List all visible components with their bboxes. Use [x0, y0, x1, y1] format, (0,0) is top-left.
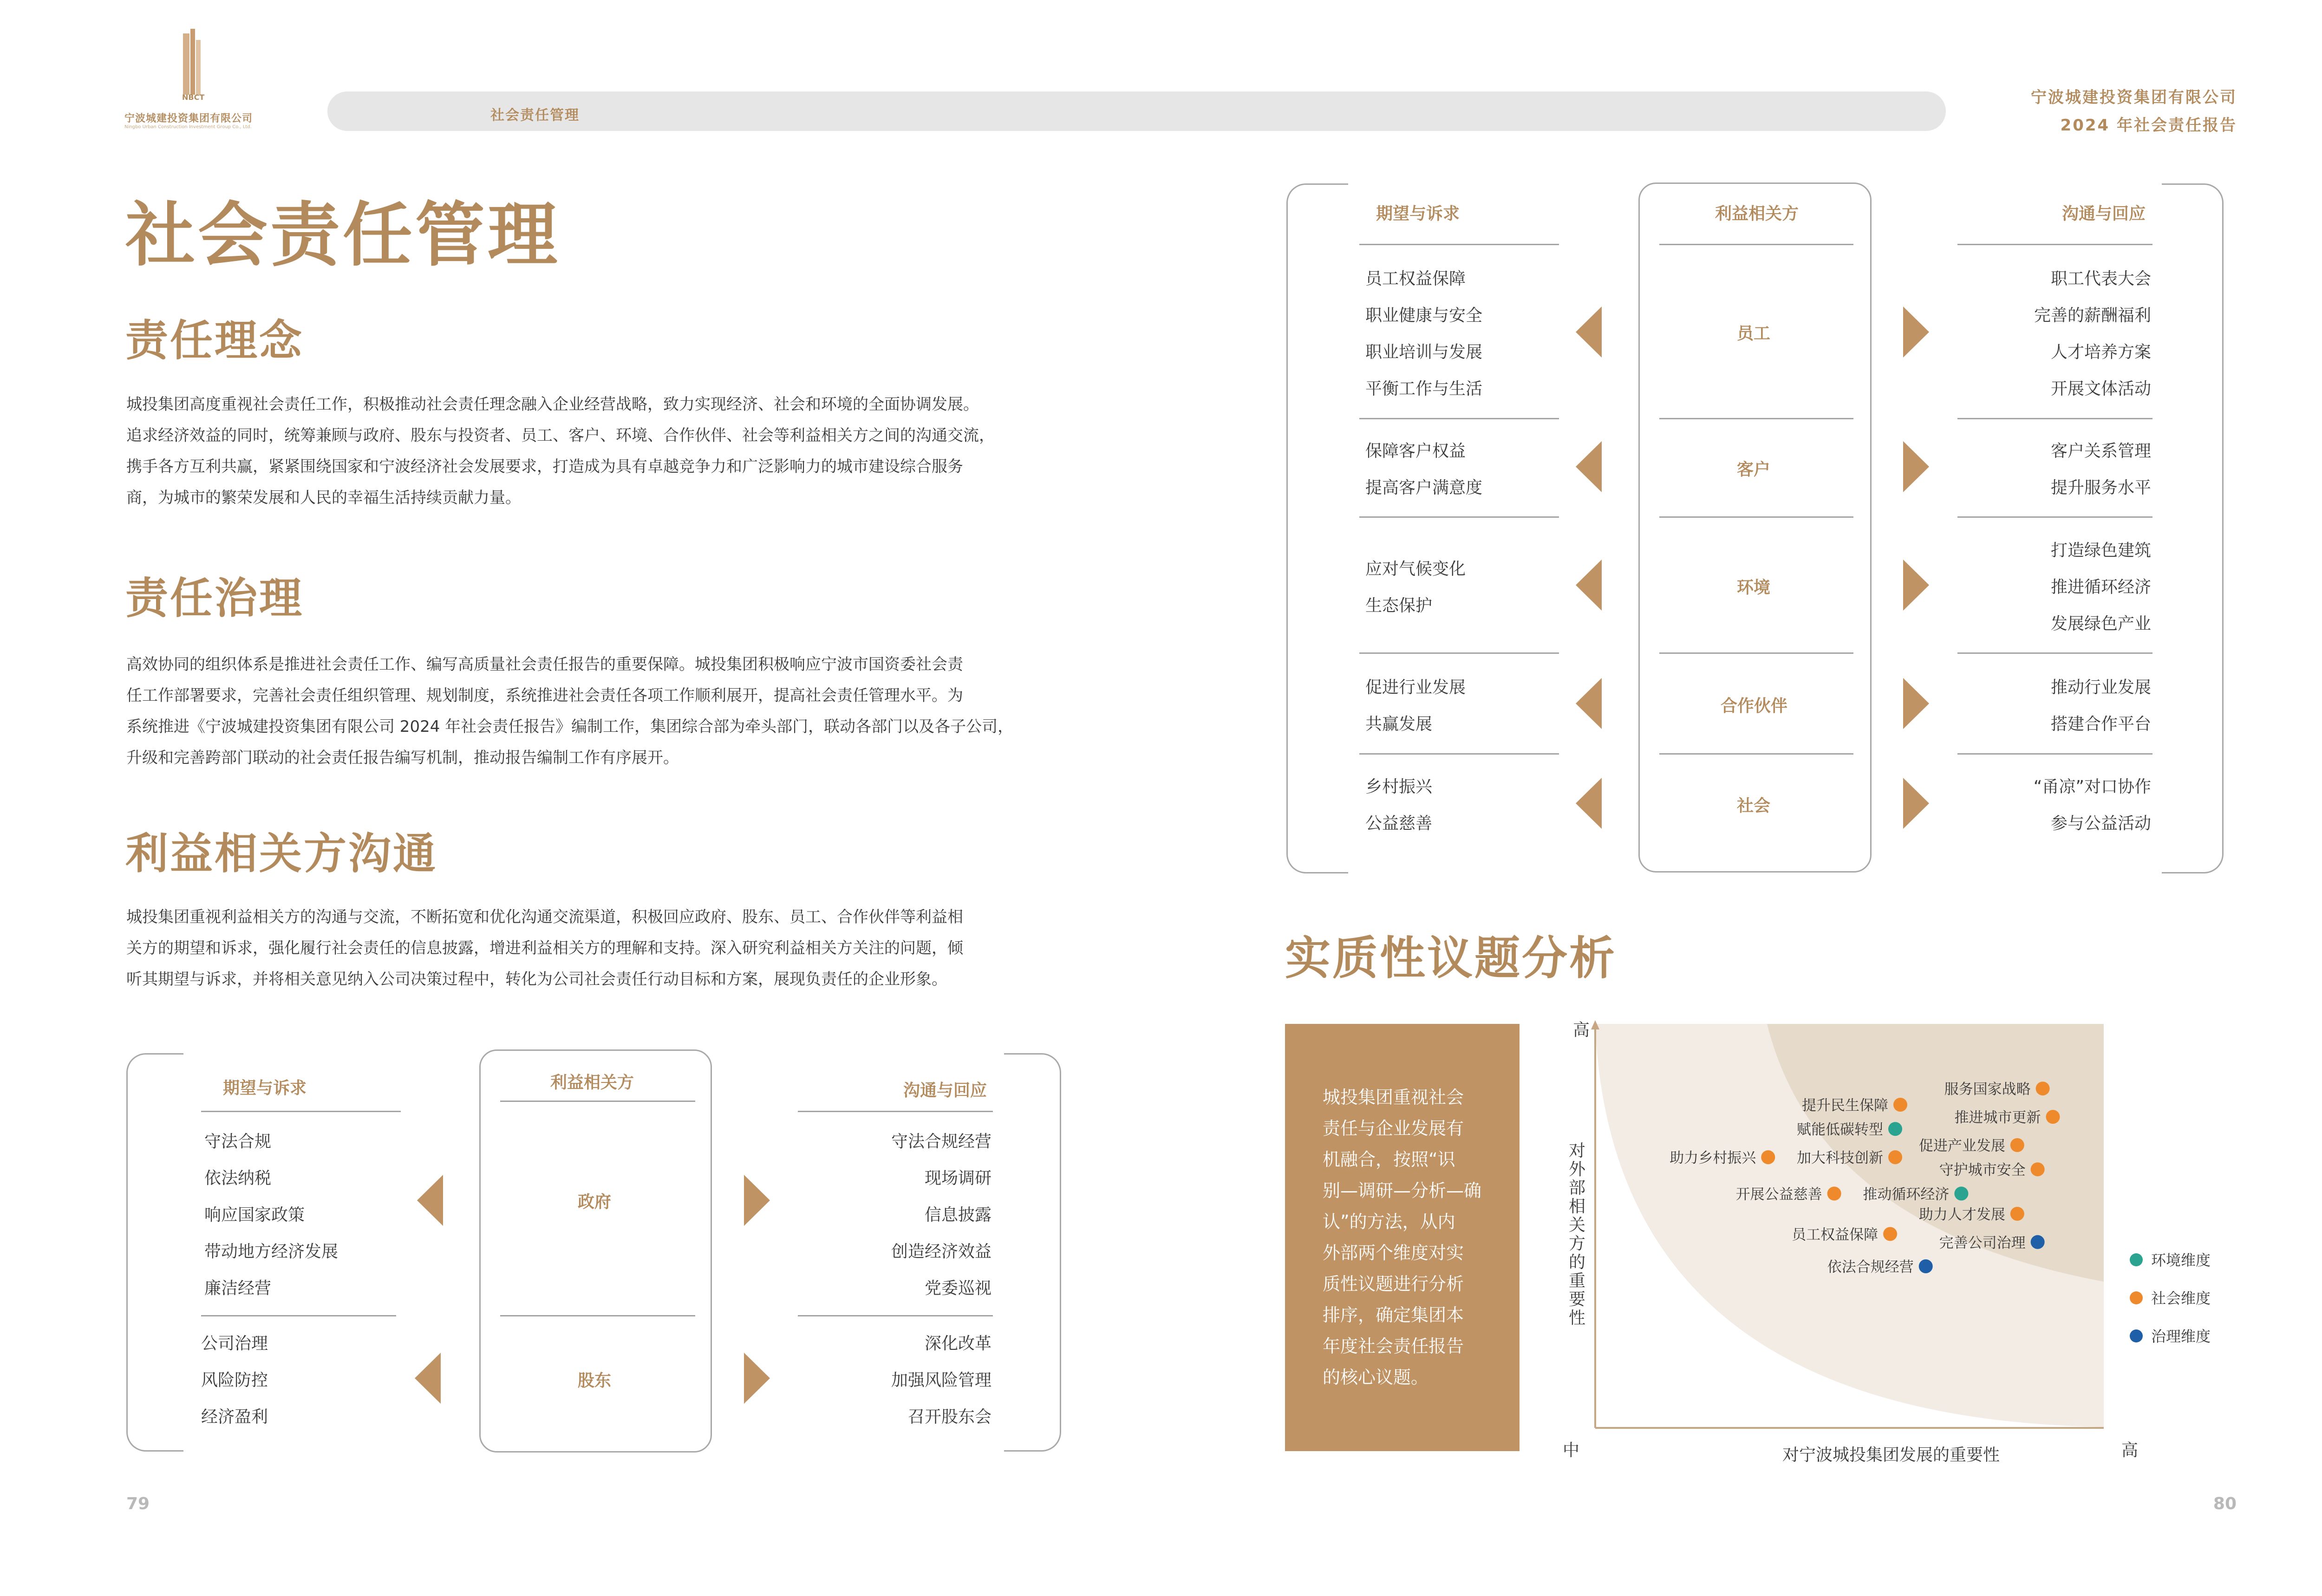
divider	[1659, 753, 1853, 755]
column-header-expect: 期望与诉求	[223, 1079, 307, 1098]
heading-concept: 责任理念	[125, 316, 304, 365]
logo-tower-icon	[180, 29, 202, 95]
matrix-point-label: 促进产业发展	[1918, 1138, 2005, 1154]
stakeholder-column-box	[479, 1049, 712, 1453]
response-item: 发展绿色产业	[2050, 614, 2151, 633]
expect-item: 促进行业发展	[1365, 678, 1466, 697]
paragraph-line: 城投集团高度重视社会责任工作，积极推动社会责任理念融入企业经营战略，致力实现经济、社会和环境的全面协调发展。	[126, 395, 979, 414]
response-item: 现场调研	[924, 1169, 991, 1188]
matrix-point	[2046, 1110, 2060, 1124]
arrow-left-icon	[1576, 306, 1602, 358]
column-header-response: 沟通与回应	[903, 1081, 987, 1100]
report-name: 2024 年社会责任报告	[2060, 116, 2237, 135]
intro-line: 别—调研—分析—确	[1323, 1180, 1482, 1201]
arrow-right-icon	[1903, 306, 1929, 358]
expect-item: 守法合规	[204, 1132, 272, 1151]
arrow-left-icon	[1576, 678, 1602, 729]
paragraph-line: 升级和完善跨部门联动的社会责任报告编写机制，推动报告编制工作有序展开。	[126, 749, 679, 767]
matrix-point-label: 开展公益慈善	[1735, 1186, 1822, 1203]
expect-item: 职业健康与安全	[1365, 306, 1483, 325]
arrow-left-icon	[417, 1175, 443, 1226]
response-item: 加强风险管理	[891, 1371, 991, 1390]
materiality-matrix-chart	[1560, 1015, 2238, 1488]
expect-item: 公益慈善	[1365, 814, 1433, 833]
y-axis-label-char: 的	[1569, 1253, 1586, 1272]
y-axis-label-char: 关	[1569, 1216, 1586, 1235]
response-item: 打造绿色建筑	[2050, 541, 2151, 560]
intro-line: 外部两个维度对实	[1323, 1243, 1464, 1263]
stakeholder-name: 客户	[1737, 460, 1771, 479]
divider	[1359, 753, 1559, 755]
heading-communication: 利益相关方沟通	[125, 829, 438, 879]
expect-item: 提高客户满意度	[1365, 478, 1483, 497]
table-bracket-left	[126, 1053, 183, 1452]
y-axis-label-char: 方	[1569, 1234, 1586, 1253]
divider	[1957, 418, 2152, 419]
expect-item: 员工权益保障	[1365, 269, 1466, 288]
response-item: 召开股东会	[907, 1407, 991, 1427]
stakeholder-name: 合作伙伴	[1721, 697, 1788, 716]
y-axis-label-char: 要	[1569, 1290, 1586, 1309]
divider	[798, 1315, 993, 1316]
table-bracket-right	[2162, 183, 2224, 873]
expect-item: 生态保护	[1365, 596, 1433, 615]
expect-item: 带动地方经济发展	[204, 1242, 339, 1261]
matrix-point-label: 推进城市更新	[1954, 1109, 2041, 1127]
divider	[1957, 753, 2152, 755]
intro-line: 排序，确定集团本	[1323, 1305, 1464, 1325]
arrow-left-icon	[1576, 778, 1602, 829]
matrix-point	[1954, 1186, 1968, 1200]
column-header-response: 沟通与回应	[2062, 204, 2146, 223]
y-axis-label-char: 对	[1569, 1141, 1586, 1160]
x-tick-mid: 中	[1563, 1441, 1580, 1460]
response-item: 信息披露	[924, 1205, 991, 1225]
expect-item: 平衡工作与生活	[1365, 379, 1483, 398]
arrow-right-icon	[744, 1353, 770, 1404]
y-axis-label-char: 外	[1569, 1160, 1586, 1179]
response-item: 推进循环经济	[2050, 578, 2151, 597]
legend-swatch	[2130, 1291, 2143, 1304]
governance-paragraph	[126, 649, 1074, 774]
response-item: 创造经济效益	[891, 1242, 991, 1261]
response-item: 党委巡视	[924, 1279, 991, 1298]
materiality-intro-text	[1323, 1082, 1483, 1393]
logo-english-name: Ningbo Urban Construction Investment Group Co., Ltd.	[124, 124, 252, 130]
response-item: 开展文体活动	[2050, 379, 2151, 398]
divider	[201, 1111, 401, 1112]
paragraph-line: 商，为城市的繁荣发展和人民的幸福生活持续贡献力量。	[126, 489, 521, 507]
stakeholder-name: 环境	[1737, 578, 1771, 597]
matrix-point	[2036, 1081, 2050, 1095]
matrix-point	[1761, 1150, 1775, 1164]
expect-item: 经济盈利	[201, 1407, 268, 1427]
matrix-point	[1888, 1150, 1902, 1164]
paragraph-line: 携手各方互利共赢，紧紧围绕国家和宁波经济社会发展要求，打造成为具有卓越竞争力和广泛影响力的城市建设综合服务	[126, 457, 963, 476]
arrow-left-icon	[415, 1353, 441, 1404]
divider	[798, 1111, 993, 1112]
stakeholder-name: 员工	[1737, 324, 1771, 343]
matrix-point-label: 赋能低碳转型	[1797, 1121, 1884, 1139]
y-axis-label	[1569, 1141, 1586, 1328]
paragraph-line: 追求经济效益的同时，统筹兼顾与政府、股东与投资者、员工、客户、环境、合作伙伴、社会等利益相关方之间的沟通交流，	[126, 426, 995, 445]
table-bracket-left	[1286, 183, 1348, 873]
y-axis-label-char: 重	[1569, 1271, 1586, 1290]
matrix-point-label: 员工权益保障	[1792, 1226, 1878, 1244]
arrow-right-icon	[744, 1175, 770, 1226]
intro-line: 质性议题进行分析	[1323, 1274, 1464, 1294]
matrix-point	[1883, 1227, 1897, 1241]
section-title: 社会责任管理	[490, 107, 580, 124]
y-axis-label-char: 相	[1569, 1197, 1586, 1216]
matrix-point	[2010, 1207, 2024, 1221]
divider	[1957, 244, 2152, 245]
arrow-right-icon	[1903, 778, 1929, 829]
response-item: “甬凉”对口协作	[2033, 777, 2151, 796]
x-axis-label: 对宁波城投集团发展的重要性	[1782, 1446, 2000, 1465]
divider	[201, 1315, 396, 1316]
matrix-point	[2031, 1235, 2045, 1249]
column-header-stakeholder: 利益相关方	[1715, 204, 1799, 223]
legend-label: 治理维度	[2151, 1328, 2211, 1345]
paragraph-line: 高效协同的组织体系是推进社会责任工作、编写高质量社会责任报告的重要保障。城投集团积极响应宁波市国资委社会责	[126, 655, 963, 674]
expect-item: 风险防控	[201, 1371, 268, 1390]
materiality-heading: 实质性议题分析	[1285, 932, 1617, 985]
expect-item: 共赢发展	[1365, 715, 1433, 734]
y-axis-label-char: 部	[1569, 1179, 1586, 1198]
divider	[500, 1315, 695, 1316]
matrix-point-label: 提升民生保障	[1802, 1097, 1888, 1114]
matrix-point	[1888, 1122, 1902, 1136]
divider	[1659, 516, 1853, 518]
x-tick-high: 高	[2121, 1441, 2139, 1460]
divider	[1659, 418, 1853, 419]
intro-line: 责任与企业发展有	[1323, 1118, 1464, 1139]
logo-abbreviation: NBCT	[182, 93, 205, 102]
expect-item: 应对气候变化	[1365, 560, 1466, 579]
divider	[1957, 516, 2152, 518]
response-item: 参与公益活动	[2050, 814, 2151, 833]
matrix-point-label: 助力乡村振兴	[1670, 1150, 1756, 1167]
paragraph-line: 关方的期望和诉求，强化履行社会责任的信息披露，增进利益相关方的理解和支持。深入研究利益相关方关注的问题，倾	[126, 939, 963, 958]
divider	[1659, 244, 1853, 245]
response-item: 客户关系管理	[2050, 442, 2151, 461]
expect-item: 保障客户权益	[1365, 442, 1466, 461]
response-item: 人才培养方案	[2050, 343, 2151, 362]
stakeholder-name: 社会	[1737, 796, 1771, 815]
response-item: 推动行业发展	[2050, 678, 2151, 697]
matrix-point	[1893, 1098, 1907, 1112]
legend-label: 社会维度	[2151, 1290, 2211, 1307]
divider	[1359, 418, 1559, 419]
legend-swatch	[2130, 1329, 2143, 1342]
arrow-left-icon	[1576, 441, 1602, 492]
expect-item: 廉洁经营	[204, 1279, 272, 1298]
legend-label: 环境维度	[2151, 1251, 2211, 1269]
divider	[1359, 652, 1559, 654]
divider	[1359, 516, 1559, 518]
stakeholder-name: 政府	[578, 1192, 612, 1212]
expect-item: 职业培训与发展	[1365, 343, 1483, 362]
arrow-right-icon	[1903, 560, 1929, 611]
matrix-point-label: 加大科技创新	[1797, 1150, 1884, 1167]
matrix-point-label: 服务国家战略	[1944, 1081, 2031, 1098]
intro-line: 年度社会责任报告	[1323, 1336, 1464, 1356]
matrix-point-label: 完善公司治理	[1939, 1234, 2026, 1251]
expect-item: 乡村振兴	[1365, 777, 1433, 796]
intro-line: 认”的方法，从内	[1323, 1212, 1455, 1232]
paragraph-line: 城投集团重视利益相关方的沟通与交流，不断拓宽和优化沟通交流渠道，积极回应政府、股东、员工、合作伙伴等利益相	[126, 908, 963, 926]
intro-line: 的核心议题。	[1323, 1367, 1429, 1388]
table-bracket-right	[1004, 1053, 1061, 1452]
page-number-left: 79	[126, 1494, 150, 1513]
matrix-point-label: 依法合规经营	[1827, 1259, 1914, 1276]
concept-paragraph	[126, 389, 1074, 514]
heading-governance: 责任治理	[125, 573, 304, 623]
legend-swatch	[2130, 1253, 2143, 1266]
paragraph-line: 系统推进《宁波城建投资集团有限公司 2024 年社会责任报告》编制工作，集团综合部为牵头部门，联动各部门以及各子公司，	[126, 717, 1014, 736]
response-item: 提升服务水平	[2050, 478, 2151, 497]
matrix-point	[2031, 1162, 2045, 1176]
response-item: 职工代表大会	[2050, 269, 2151, 288]
matrix-point-label: 助力人才发展	[1918, 1206, 2005, 1223]
expect-item: 响应国家政策	[204, 1205, 305, 1225]
divider	[500, 1101, 695, 1102]
arrow-right-icon	[1903, 441, 1929, 492]
column-header-expect: 期望与诉求	[1376, 204, 1460, 223]
matrix-point	[2010, 1138, 2024, 1152]
response-item: 深化改革	[924, 1334, 991, 1353]
expect-item: 公司治理	[201, 1334, 268, 1353]
matrix-point	[1919, 1259, 1933, 1273]
divider	[1359, 244, 1559, 245]
stakeholder-column-box	[1638, 182, 1872, 873]
response-item: 守法合规经营	[891, 1132, 991, 1151]
column-header-stakeholder: 利益相关方	[550, 1073, 634, 1092]
company-name: 宁波城建投资集团有限公司	[2031, 88, 2237, 107]
arrow-left-icon	[1576, 560, 1602, 611]
divider	[1659, 652, 1853, 654]
communication-paragraph	[126, 902, 1074, 995]
response-item: 完善的薪酬福利	[2034, 306, 2151, 325]
page-title: 社会责任管理	[125, 195, 561, 276]
arrow-right-icon	[1903, 678, 1929, 729]
matrix-point	[1827, 1186, 1841, 1200]
intro-line: 机融合，按照“识	[1323, 1149, 1455, 1170]
matrix-point-label: 守护城市安全	[1939, 1162, 2026, 1179]
response-item: 搭建合作平台	[2050, 715, 2151, 734]
divider	[1957, 652, 2152, 654]
paragraph-line: 听其期望与诉求，并将相关意见纳入公司决策过程中，转化为公司社会责任行动目标和方案，展现负责任的企业形象。	[126, 970, 947, 989]
page-number-right: 80	[2213, 1494, 2237, 1513]
logo-name: 宁波城建投资集团有限公司	[124, 113, 253, 124]
expect-item: 依法纳税	[204, 1169, 272, 1188]
stakeholder-name: 股东	[578, 1371, 612, 1390]
matrix-point-label: 推动循环经济	[1863, 1186, 1950, 1203]
y-axis-label-char: 性	[1569, 1309, 1586, 1328]
y-tick-high: 高	[1573, 1021, 1590, 1040]
paragraph-line: 任工作部署要求，完善社会责任组织管理、规划制度，系统推进社会责任各项工作顺利展开，提高社会责任管理水平。为	[126, 686, 963, 705]
intro-line: 城投集团重视社会	[1323, 1087, 1464, 1107]
